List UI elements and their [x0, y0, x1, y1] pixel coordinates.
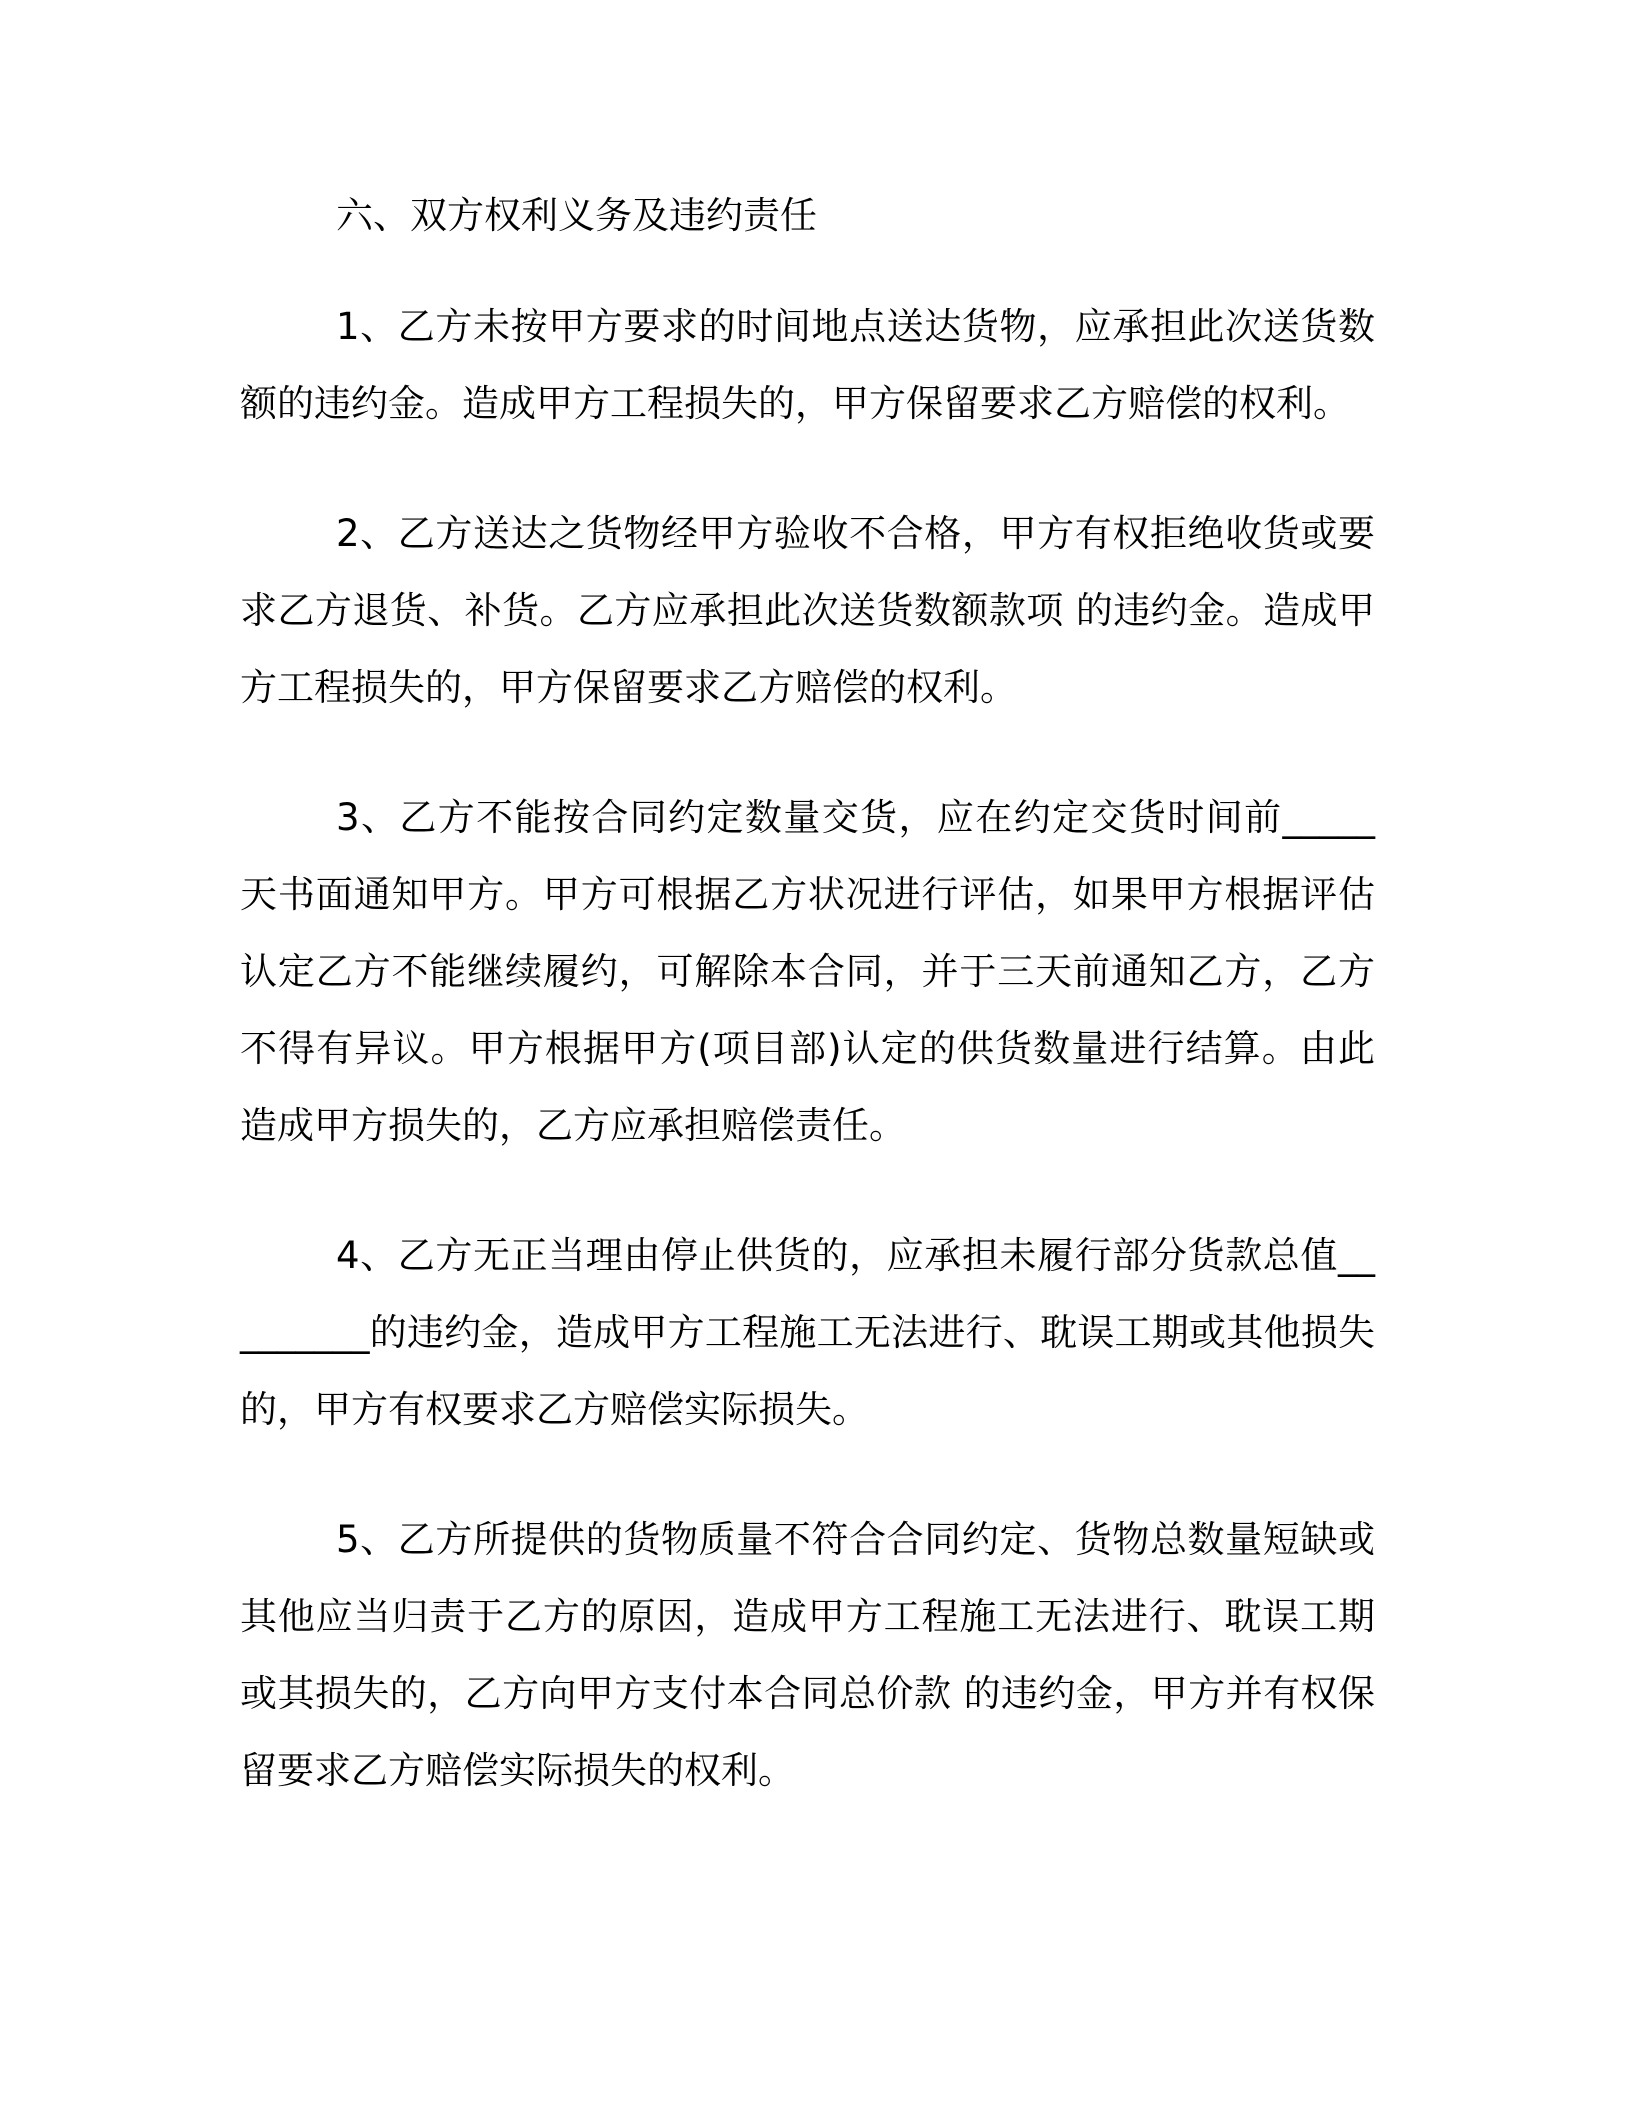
clause-paragraph-4: 4、乙方无正当理由停止供货的，应承担未履行部分货款总值_________的违约金，造成甲方工程施工无法进行、耽误工期或其他损失的，甲方有权要求乙方赔偿实际损失。 — [240, 1234, 1375, 1431]
section-heading: 六、双方权利义务及违约责任 — [336, 194, 817, 237]
clause-paragraph-5: 5、乙方所提供的货物质量不符合合同约定、货物总数量短缺或其他应当归责于乙方的原因，造成甲方工程施工无法进行、耽误工期或其损失的，乙方向甲方支付本合同总价款 的违约金，甲方并有权保留要求乙方赔偿实际损失的权利。 — [240, 1518, 1375, 1792]
clause-paragraph-2: 2、乙方送达之货物经甲方验收不合格，甲方有权拒绝收货或要求乙方退货、补货。乙方应承担此次送货数额款项 的违约金。造成甲方工程损失的，甲方保留要求乙方赔偿的权利。 — [240, 512, 1375, 709]
clause-paragraph-3: 3、乙方不能按合同约定数量交货，应在约定交货时间前_____天书面通知甲方。甲方可根据乙方状况进行评估，如果甲方根据评估认定乙方不能继续履约，可解除本合同，并于三天前通知乙方，乙方不得有异议。甲方根据甲方(项目部)认定的供货数量进行结算。由此造成甲方损失的，乙方应承担赔偿责任。 — [240, 796, 1375, 1147]
clause-paragraph-1: 1、乙方未按甲方要求的时间地点送达货物，应承担此次送货数额的违约金。造成甲方工程损失的，甲方保留要求乙方赔偿的权利。 — [240, 305, 1375, 425]
document-body — [240, 184, 1375, 1862]
